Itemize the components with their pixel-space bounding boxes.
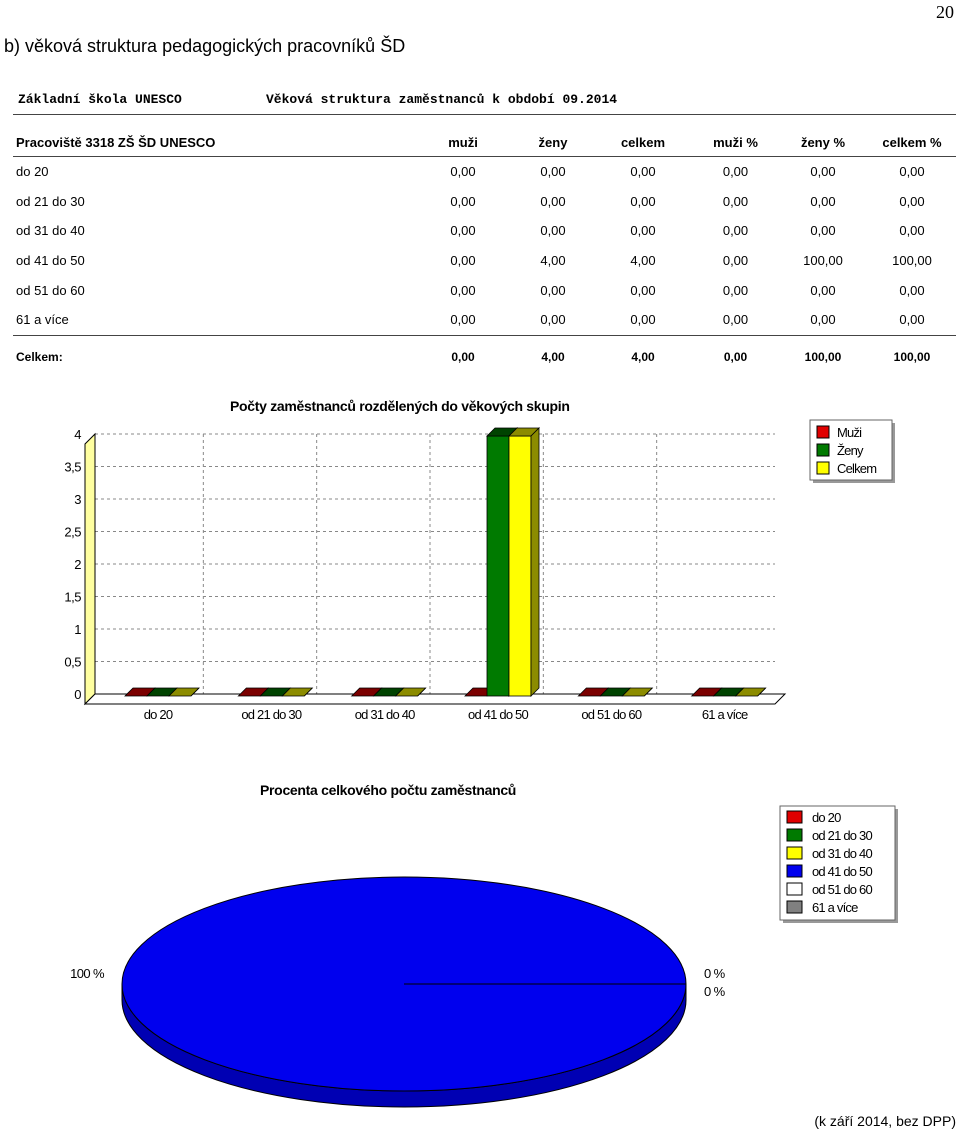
legend-swatch: [787, 829, 802, 841]
cell: 0,00: [810, 282, 836, 298]
table-row: [13, 216, 956, 246]
bar-chart-title: Počty zaměstnanců rozdělených do věkových skupin: [230, 398, 570, 414]
cell: 0,00: [450, 223, 476, 239]
cell: 0,00: [722, 253, 749, 269]
y-tick-label: 0,5: [64, 654, 81, 670]
legend-swatch: [787, 847, 802, 859]
legend-swatch: [787, 901, 802, 913]
age-structure-table: [13, 128, 956, 374]
y-tick-label: 3,5: [64, 459, 81, 475]
pie-slice-label: 0 %: [704, 966, 725, 981]
legend-swatch: [817, 462, 829, 474]
col-header-total-pct: celkem %: [882, 134, 942, 150]
cell: 0,00: [899, 164, 925, 180]
table-header-row: [13, 128, 956, 157]
y-tick-label: 2: [74, 557, 81, 572]
cell: 0,00: [722, 223, 749, 239]
table-row: [13, 246, 956, 276]
table-row: [13, 187, 956, 217]
legend-label: Ženy: [837, 443, 863, 458]
x-tick-label: od 21 do 30: [241, 707, 302, 722]
cell: 0,00: [540, 164, 566, 180]
legend-swatch: [787, 883, 802, 895]
cell: 0,00: [899, 193, 925, 209]
cell: 0,00: [810, 223, 836, 239]
footer-note: (k září 2014, bez DPP): [814, 1113, 956, 1129]
bar-side: [531, 428, 539, 696]
col-header-men: muži: [448, 134, 478, 150]
cell: 0,00: [630, 193, 656, 209]
table-row: [13, 275, 956, 305]
legend-swatch: [787, 865, 802, 877]
legend-label: od 31 do 40: [812, 846, 872, 861]
report-period: Věková struktura zaměstnanců k období 09.2014: [266, 92, 618, 107]
cell: 0,00: [722, 282, 749, 298]
cell: 0,00: [450, 193, 476, 209]
y-tick-label: 3: [74, 492, 81, 507]
cell: 0,00: [722, 193, 749, 209]
legend-swatch: [817, 444, 829, 456]
pie-chart: [0, 800, 960, 1120]
x-tick-label: od 41 do 50: [468, 707, 528, 722]
cell: 0,00: [450, 164, 476, 180]
cell: 4,00: [541, 349, 565, 364]
pie-slice-label: 100 %: [70, 966, 104, 981]
cell: 0,00: [540, 193, 566, 209]
table-total-row: [13, 335, 956, 374]
pie-slice-label: 0 %: [704, 984, 725, 999]
header-divider: [13, 114, 956, 115]
cell: 0,00: [630, 223, 656, 239]
y-tick-label: 4: [74, 427, 81, 442]
x-tick-label: od 51 do 60: [581, 707, 642, 722]
legend-label: Celkem: [837, 461, 877, 476]
age-group: 61 a více: [16, 312, 69, 328]
cell: 0,00: [722, 312, 749, 328]
legend-label: Muži: [837, 425, 862, 440]
cell: 4,00: [540, 253, 566, 269]
cell: 0,00: [630, 164, 656, 180]
cell: 0,00: [450, 312, 476, 328]
pie-chart-title: Procenta celkového počtu zaměstnanců: [260, 782, 517, 798]
legend-label: do 20: [812, 810, 841, 825]
total-label: Celkem:: [16, 349, 63, 364]
legend-swatch: [817, 426, 829, 438]
cell: 100,00: [803, 253, 843, 269]
cell: 0,00: [810, 312, 836, 328]
x-tick-label: do 20: [143, 707, 173, 722]
y-tick-label: 1,5: [64, 589, 81, 605]
y-tick-label: 1: [74, 622, 81, 637]
cell: 4,00: [630, 253, 656, 269]
cell: 100,00: [804, 349, 842, 364]
col-header-men-pct: muži %: [713, 134, 758, 150]
table-row: [13, 157, 956, 187]
cell: 0,00: [723, 349, 748, 364]
bar: [509, 436, 531, 696]
age-group: do 20: [16, 164, 49, 180]
legend-label: 61 a více: [812, 900, 858, 915]
cell: 0,00: [540, 223, 566, 239]
cell: 0,00: [810, 193, 836, 209]
school-name: Základní škola UNESCO: [18, 92, 182, 107]
cell: 0,00: [540, 312, 566, 328]
cell: 0,00: [630, 282, 656, 298]
age-group: od 21 do 30: [16, 193, 85, 209]
x-tick-label: od 31 do 40: [354, 707, 415, 722]
col-header-women-pct: ženy %: [800, 134, 846, 150]
legend-label: od 51 do 60: [812, 882, 872, 897]
cell: 100,00: [892, 253, 932, 269]
section-heading: b) věková struktura pedagogických pracovníků ŠD: [4, 36, 406, 56]
cell: 100,00: [893, 349, 931, 364]
age-group: od 41 do 50: [16, 253, 85, 269]
table-row: [13, 305, 956, 335]
page-number: 20: [936, 2, 954, 22]
y-tick-label: 2,5: [64, 524, 81, 540]
cell: 0,00: [540, 282, 566, 298]
y-tick-label: 0: [74, 687, 81, 702]
age-group: od 31 do 40: [16, 223, 85, 239]
legend-swatch: [787, 811, 802, 823]
legend-label: od 21 do 30: [812, 828, 872, 843]
age-group: od 51 do 60: [16, 282, 85, 298]
cell: 0,00: [899, 223, 925, 239]
cell: 0,00: [899, 312, 925, 328]
cell: 0,00: [451, 349, 475, 364]
report-header: [18, 92, 618, 107]
y-axis-wall: [85, 434, 95, 704]
col-header-workplace: Pracoviště 3318 ZŠ ŠD UNESCO: [16, 134, 216, 150]
cell: 0,00: [810, 164, 836, 180]
x-tick-label: 61 a více: [701, 707, 748, 722]
cell: 0,00: [450, 282, 476, 298]
legend-label: od 41 do 50: [812, 864, 872, 879]
cell: 0,00: [722, 164, 749, 180]
bar-chart: [0, 415, 960, 735]
cell: 0,00: [630, 312, 656, 328]
cell: 0,00: [450, 253, 476, 269]
bar: [487, 436, 509, 696]
col-header-total: celkem: [620, 134, 666, 150]
col-header-women: ženy: [538, 134, 568, 150]
cell: 4,00: [631, 349, 655, 364]
cell: 0,00: [899, 282, 925, 298]
